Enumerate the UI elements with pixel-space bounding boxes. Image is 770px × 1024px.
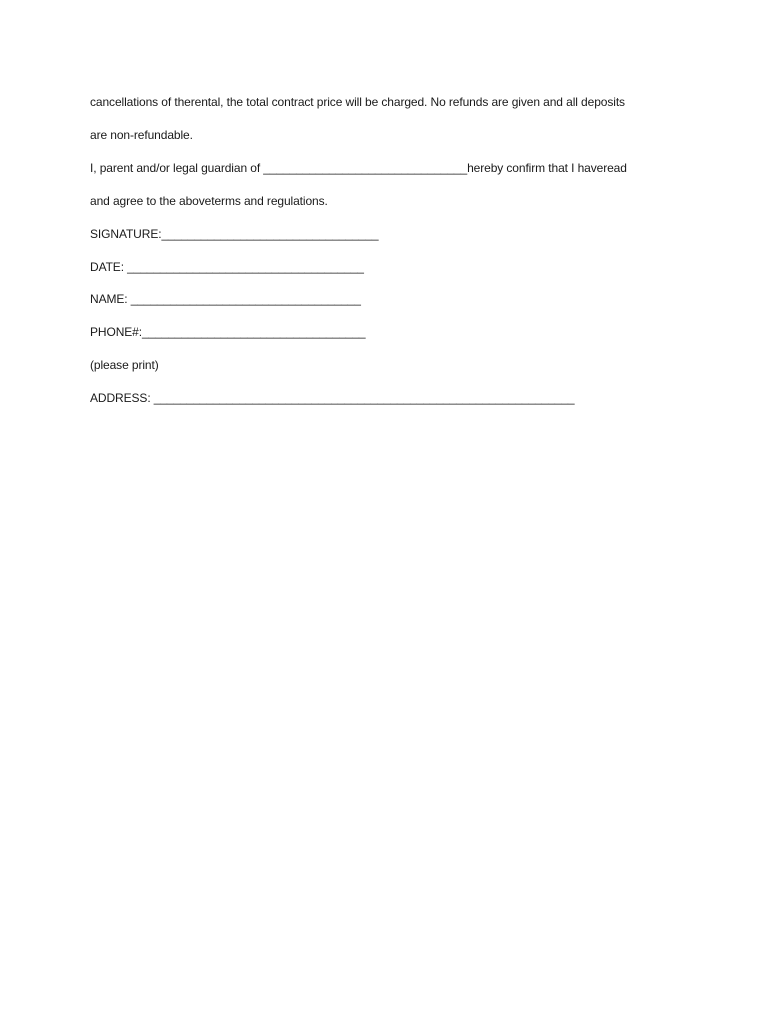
print-note: (please print)	[90, 358, 159, 372]
date-field: DATE: ____________________________________	[90, 260, 364, 274]
paragraph-line: cancellations of therental, the total contract price will be charged. No refunds are given and all deposits	[90, 95, 625, 109]
guardian-confirmation-line: I, parent and/or legal guardian of _______________________________hereby confirm that I haveread	[90, 161, 627, 175]
phone-field: PHONE#:__________________________________	[90, 325, 366, 339]
name-field: NAME: ___________________________________	[90, 292, 361, 306]
address-field: ADDRESS: ________________________________________________________________	[90, 391, 575, 405]
paragraph-line: are non-refundable.	[90, 128, 193, 142]
signature-field: SIGNATURE:_________________________________	[90, 227, 379, 241]
paragraph-line: and agree to the aboveterms and regulations.	[90, 194, 328, 208]
